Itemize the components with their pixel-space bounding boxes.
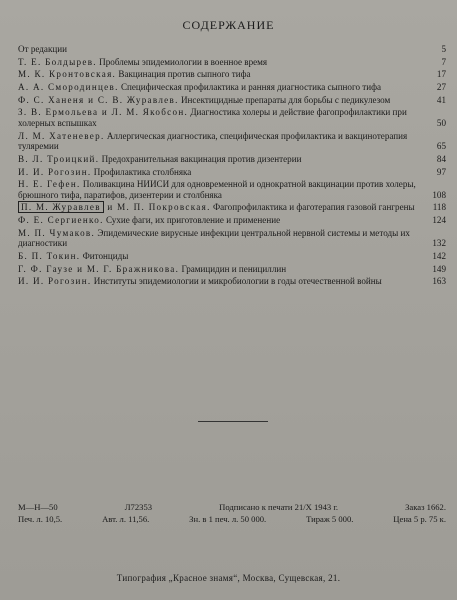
printing-house: Типография „Красное знамя“, Москва, Сущевская, 21.	[116, 573, 341, 583]
toc-entry	[18, 82, 446, 93]
imprint-order: Заказ 1662.	[405, 502, 446, 512]
entry-page: 7	[441, 56, 446, 67]
imprint-author-sheets: Авт. л. 11,56.	[102, 514, 150, 524]
entry-title: Проблемы эпидемиологии в военное время	[99, 56, 268, 67]
imprint-chars: Зн. в 1 печ. л. 50 000.	[189, 514, 267, 524]
toc-entry	[18, 179, 446, 200]
entry-author: и М. П. Покровская.	[103, 202, 211, 213]
toc-entry	[18, 57, 446, 68]
entry-author: Б. П. Токин.	[18, 250, 81, 261]
toc-entry	[18, 44, 446, 55]
toc-entry	[18, 251, 446, 262]
entry-author: Г. Ф. Гаузе и М. Г. Бражникова.	[18, 263, 180, 274]
section-divider	[198, 421, 268, 422]
entry-page: 5	[441, 44, 446, 54]
toc-entry	[18, 154, 446, 165]
imprint-number: Л72353	[124, 502, 153, 512]
entry-page: 142	[432, 250, 446, 261]
entry-page: 97	[436, 166, 446, 177]
entry-title: Поливакцина НИИСИ для одновременной и однократной вакцинации против холеры, брюшного тифа, паратифов, дизентерии и столбняка	[18, 179, 416, 200]
entry-page: 118	[432, 202, 446, 213]
entry-author: М. П. Чумаков.	[18, 227, 96, 238]
entry-page: 163	[432, 276, 446, 287]
entry-title: Профилактика столбняка	[93, 166, 192, 177]
entry-author: З. В. Ермольева и Л. М. Якобсон.	[18, 107, 189, 118]
entry-title: Институты эпидемиологии и микробиологии в годы отечественной войны	[93, 276, 382, 287]
entry-author: Т. Е. Болдырев.	[18, 56, 97, 67]
entry-author: Ф. Е. Сергиенко.	[18, 215, 104, 226]
toc-entry	[18, 202, 446, 213]
entry-title: От редакции	[18, 44, 67, 54]
entry-author: Л. М. Хатеневер.	[18, 130, 105, 141]
table-of-contents	[18, 44, 446, 289]
entry-title: Специфическая профилактика и ранняя диагностика сыпного тифа	[120, 82, 382, 93]
entry-title: Эпидемические вирусные инфекции центральной нервной системы и методы их диагностики	[18, 227, 410, 249]
toc-entry	[18, 215, 446, 226]
entry-title: Фагопрофилактика и фаготерапия газовой гангрены	[212, 202, 415, 213]
entry-author: Н. Е. Гефен.	[18, 179, 81, 190]
toc-entry	[18, 107, 446, 128]
toc-entry	[18, 264, 446, 275]
entry-page: 84	[436, 153, 446, 164]
toc-entry	[18, 228, 446, 249]
entry-page: 124	[432, 215, 446, 226]
entry-author: Ф. С. Ханеня и С. В. Журавлев.	[18, 94, 179, 105]
boxed-author: П. М. Журавлев	[18, 201, 104, 213]
entry-page: 50	[436, 117, 446, 128]
entry-page: 149	[432, 263, 446, 274]
entry-author: М. К. Кронтовская.	[18, 69, 117, 80]
entry-author: И. И. Рогозин.	[18, 166, 92, 177]
entry-page: 41	[436, 94, 446, 105]
toc-entry	[18, 69, 446, 80]
entry-title: Грамицидин и пенициллин	[181, 263, 287, 274]
entry-page: 17	[436, 69, 446, 80]
imprint-block	[18, 501, 446, 525]
entry-author: В. Л. Троицкий.	[18, 153, 100, 164]
entry-page: 27	[436, 82, 446, 93]
entry-title: Диагностика холеры и действие фагопрофилактики при холерных вспышках	[18, 107, 407, 128]
entry-title: Инсектицидные препараты для борьбы с педикулезом	[180, 94, 391, 105]
entry-title: Предохранительная вакцинация против дизентерии	[101, 153, 302, 164]
contents-heading: СОДЕРЖАНИЕ	[182, 18, 275, 32]
toc-entry	[18, 95, 446, 106]
entry-title: Вакцинация против сыпного тифа	[118, 69, 251, 80]
entry-page: 108	[432, 189, 446, 200]
entry-page: 65	[436, 141, 446, 152]
entry-title: Сухие фаги, их приготовление и применение	[105, 215, 281, 226]
entry-title: Аллергическая диагностика, специфическая профилактика и вакцинотерапия туляремии	[18, 130, 408, 152]
entry-title: Фитонциды	[82, 250, 129, 261]
toc-entry	[18, 276, 446, 287]
toc-entry	[18, 131, 446, 152]
toc-entry	[18, 167, 446, 178]
imprint-price: Цена 5 р. 75 к.	[393, 514, 446, 524]
entry-page: 132	[432, 238, 446, 249]
imprint-signed: Подписано к печати 21/X 1943 г.	[219, 502, 339, 512]
imprint-sheets: Печ. л. 10,5.	[18, 514, 63, 524]
imprint-row	[18, 501, 446, 513]
imprint-print-run: Тираж 5 000.	[306, 514, 354, 524]
imprint-code: М—Н—50	[18, 502, 58, 512]
entry-author: И. И. Рогозин.	[18, 276, 92, 287]
imprint-row	[18, 513, 446, 525]
entry-author: А. А. Смородинцев.	[18, 82, 119, 93]
